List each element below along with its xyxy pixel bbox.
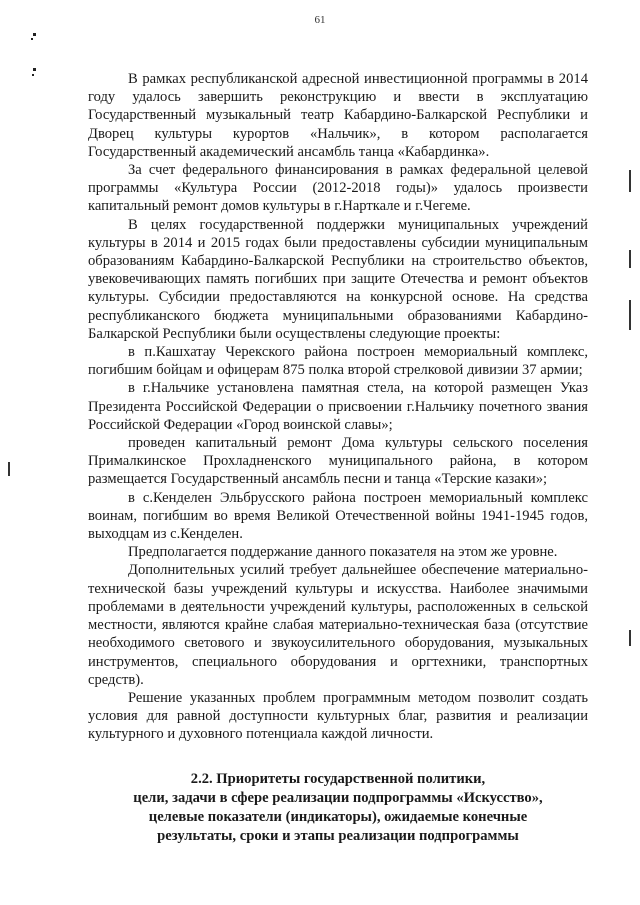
section-heading [88,770,588,846]
section-heading-line: целевые показатели (индикаторы), ожидаемые конечные [148,808,528,825]
paragraph: Решение указанных проблем программным методом позволит создать условия для равной доступности культурных благ, развития и реализации культурного и духовного потенциала каждой личности. [88,689,588,743]
scan-edge-mark [629,300,631,330]
paragraph: Дополнительных усилий требует дальнейшее обеспечение материально-технической базы учреждений культуры и искусства. Наиболее значимыми проблемами в деятельности учреждений культуры, расположенных в сельской местности, являются крайне слабая материально-техническая база (отсутствие необходимого светового и звукоусилительного оборудования, музыкальных инструментов, специального оборудования и оргтехники, транспортных средств). [88,562,588,688]
scan-edge-mark [629,170,631,192]
scan-edge-mark [629,250,631,268]
scan-edge-mark [629,630,631,646]
scan-speck [33,33,36,36]
list-paragraph: в п.Кашхатау Черекского района построен мемориальный комплекс, погибшим бойцам и офицерам 875 полка второй стрелковой дивизии 37 армии; [88,344,588,379]
section-heading-line: результаты, сроки и этапы реализации подпрограммы [157,827,519,844]
paragraph: В целях государственной поддержки муниципальных учреждений культуры в 2014 и 2015 годах были предоставлены субсидии муниципальным образованиям Кабардино-Балкарской Республики на строительство объектов, увековечивающих память погибших при защите Отечества и ремонт объектов культуры. Субсидии предоставляются на конкурсной основе. На средства республиканского бюджета муниципальными образованиями Кабардино-Балкарской Республики были осуществлены следующие проекты: [88,216,588,342]
body-text [88,70,588,846]
scan-speck [32,74,34,76]
page-number: 61 [314,14,326,26]
list-paragraph: в с.Кенделен Эльбрусского района построен мемориальный комплекс воинам, погибшим во время Великой Отечественной войны 1941-1945 годов, выходцам из с.Кенделен. [88,489,588,543]
paragraph: За счет федерального финансирования в рамках федеральной целевой программы «Культура России (2012-2018 годы)» удалось произвести капитальный ремонт домов культуры в г.Нарткале и г.Чегеме. [88,162,588,215]
scan-speck [33,68,36,71]
section-heading-line: 2.2. Приоритеты государственной политики, [190,770,486,787]
paragraph: Предполагается поддержание данного показателя на этом же уровне. [128,544,558,561]
scan-speck [31,38,33,40]
list-paragraph: проведен капитальный ремонт Дома культуры сельского поселения Прималкинское Прохладненского муниципального района, в котором размещается Государственный ансамбль песни и танца «Терские казаки»; [88,435,588,488]
list-paragraph: в г.Нальчике установлена памятная стела, на которой размещен Указ Президента Российской Федерации о присвоении г.Нальчику почетного звания Российской Федерации «Город воинской славы»; [88,380,588,433]
section-heading-line: цели, задачи в сфере реализации подпрограммы «Искусство», [133,789,543,806]
paragraph: В рамках республиканской адресной инвестиционной программы в 2014 году удалось завершить реконструкцию и ввести в эксплуатацию Государственный музыкальный театр Кабардино-Балкарской Республики и Дворец культуры курортов «Нальчик», в котором располагается Государственный академический ансамбль танца «Кабардинка». [88,71,588,160]
scan-edge-mark [8,462,10,476]
